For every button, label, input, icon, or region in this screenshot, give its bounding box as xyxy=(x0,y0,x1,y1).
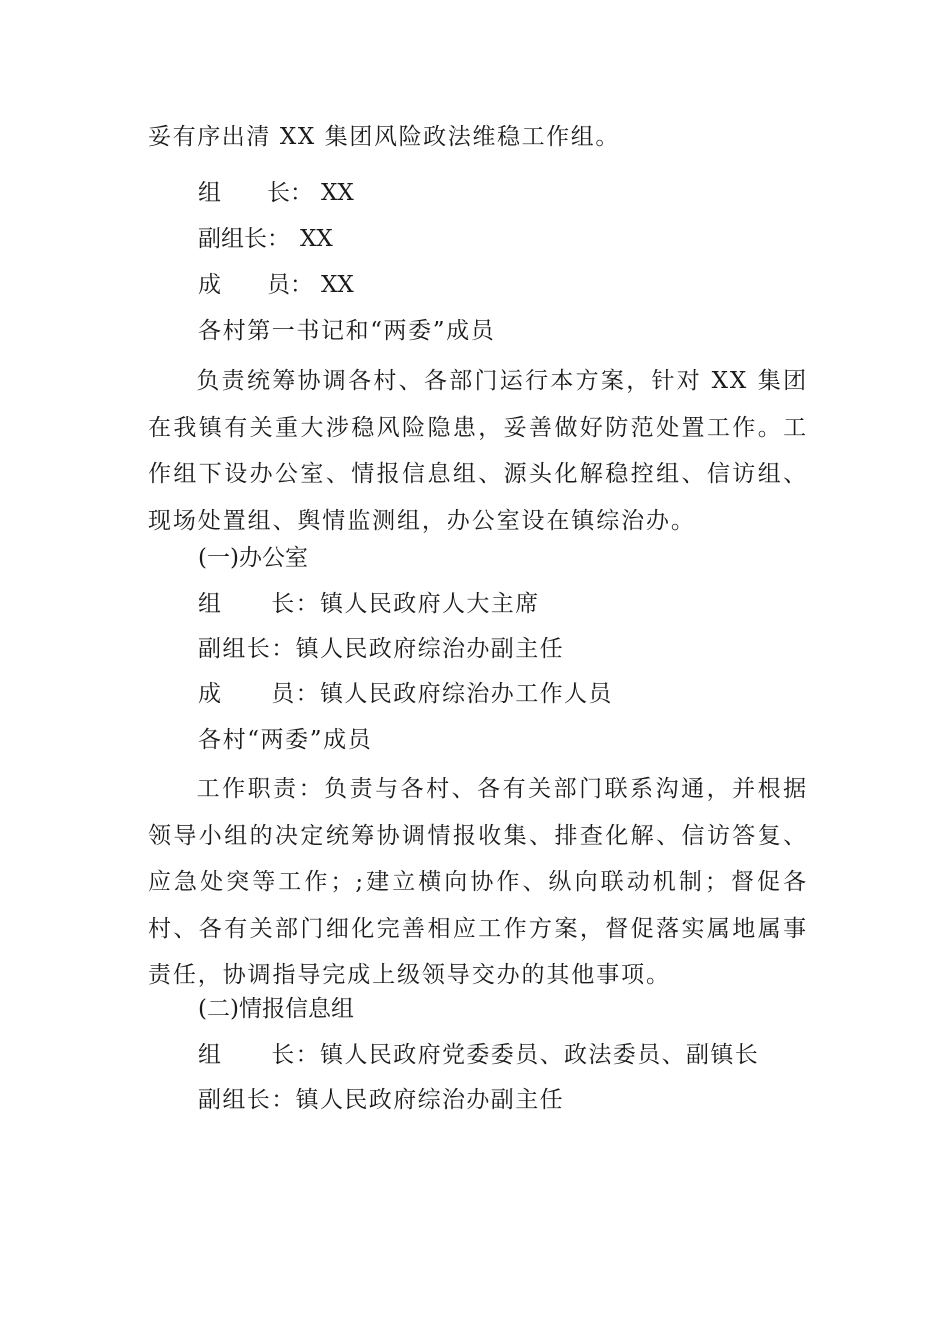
office-duties-text: 工作职责：负责与各村、各有关部门联系沟通，并根据领导小组的决定统筹协调情报收集、排查化解、信访答复、应急处突等工作；;建立横向协作、纵向联动机制；督促各村、各有关部门细化完善相应工作方案，督促落实属地属事责任，协调指导完成上级领导交办的其他事项。 xyxy=(148,776,808,988)
village-members-line: 各村第一书记和“两委”成员 xyxy=(198,318,496,344)
section-intel-title: (二)情报信息组 xyxy=(198,996,354,1022)
office-member-line: 成 员：镇人民政府综治办工作人员 xyxy=(198,681,613,707)
duties-paragraph xyxy=(148,358,808,544)
member-line xyxy=(198,270,354,300)
office-duties-paragraph xyxy=(148,766,808,999)
deputy-leader-line xyxy=(198,224,333,254)
member-value: XX xyxy=(321,272,354,298)
group-leader-label: 组 长： xyxy=(198,180,313,206)
deputy-leader-value: XX xyxy=(300,226,333,252)
group-leader-value: XX xyxy=(321,180,354,206)
member-label: 成 员： xyxy=(198,272,313,298)
office-village-line: 各村“两委”成员 xyxy=(198,727,373,753)
office-leader-line: 组 长：镇人民政府人大主席 xyxy=(198,591,540,617)
section-office-title: (一)办公室 xyxy=(198,545,308,571)
group-leader-line xyxy=(198,178,354,208)
duties-text: 负责统筹协调各村、各部门运行本方案，针对 XX 集团在我镇有关重大涉稳风险隐患，妥善做好防范处置工作。工作组下设办公室、情报信息组、源头化解稳控组、信访组、现场处置组、舆情监测组，办公室设在镇综治办。 xyxy=(148,368,808,534)
intro-line: 妥有序出清 XX 集团风险政法维稳工作组。 xyxy=(148,124,620,150)
office-deputy-line: 副组长：镇人民政府综治办副主任 xyxy=(198,636,564,662)
intel-leader-line: 组 长：镇人民政府党委委员、政法委员、副镇长 xyxy=(198,1042,760,1068)
intel-deputy-line: 副组长：镇人民政府综治办副主任 xyxy=(198,1087,564,1113)
deputy-leader-label: 副组长： xyxy=(198,226,290,252)
